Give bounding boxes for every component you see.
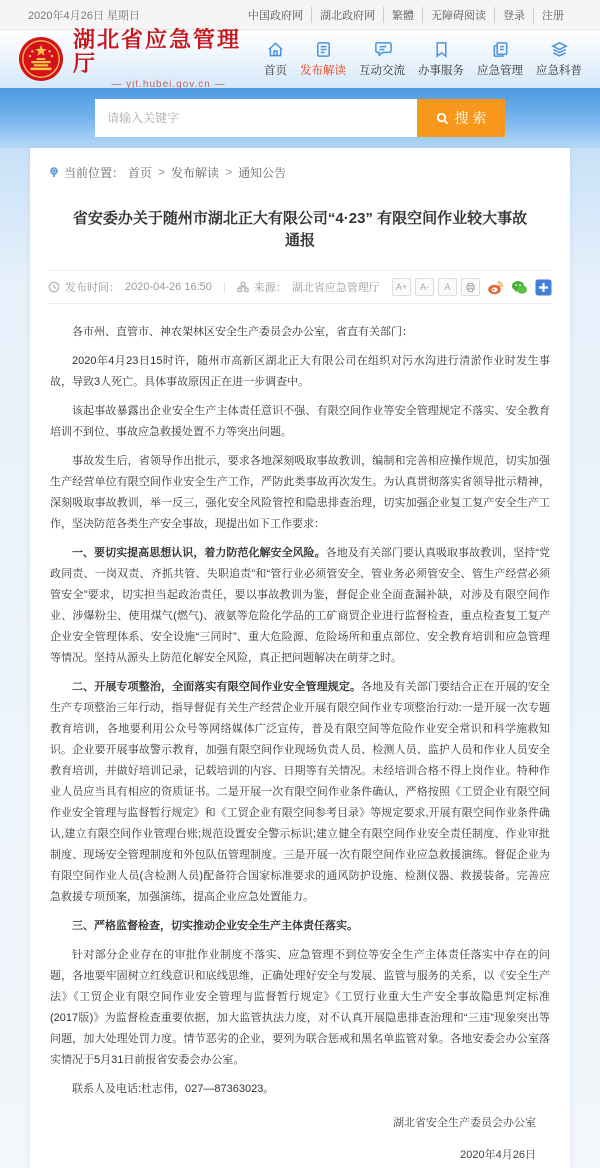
meta-separator: | (222, 281, 226, 293)
nav-label: 发布解读 (300, 65, 346, 77)
site-url: — yjt.hubei.gov.cn — (111, 79, 226, 90)
search-band (0, 88, 600, 148)
search-box (95, 99, 505, 137)
source-value: 湖北省应急管理厅 (291, 282, 380, 294)
top-link-accessible[interactable]: 无障碍阅读 (422, 7, 494, 23)
site-logo[interactable] (18, 28, 264, 90)
top-utility-bar (0, 0, 600, 30)
nav-item-science[interactable] (536, 40, 582, 78)
breadcrumb-item-notices[interactable]: 通知公告 (238, 165, 287, 180)
paragraph-text: 各市州、直管市、神农架林区安全生产委员会办公室，省直有关部门： (72, 326, 413, 338)
article-tools (392, 278, 552, 296)
nav-label: 首页 (264, 65, 287, 77)
paragraph-text: 针对部分企业存在的审批作业制度不落实、应急管理不到位等安全生产主体责任落实中存在的问题，各地要牢固树立红线意识和底线思维，正确处理好安全与发展、监管与服务的关系，以《安全生产法》《工贸企业有限空间作业安全管理与监督暂行规定》《工贸行业重大生产安全事故隐患判定标准(2017版)》为监督检查重要依据，加大监管执法力度，对不认真开展隐患排查治理和“三违”现象突出等问题，加大处理处罚力度。情节恶劣的企业，要列为联合惩戒和黑名单监管对象。各地安委会办公室落实情况于5月31日前报省安委会办公室。 (50, 949, 550, 1066)
main-nav (264, 40, 582, 78)
breadcrumb-separator: > (225, 165, 233, 179)
nav-item-emergency-mgmt[interactable] (477, 40, 523, 78)
site-name: 湖北省应急管理厅 (73, 27, 242, 76)
clock-icon (48, 281, 60, 293)
paragraph-text: 各地及有关部门要认真吸取事故教训，坚持“党政同责、一岗双责、齐抓共管、失职追责”和“管行业必须管安全、管业务必须管安全、管生产经营必须管安全”要求，切实担当起政治责任，要以事故教训为鉴，督促企业全面查漏补缺，对涉及有限空间作业、涉爆粉尘、使用煤气(燃气)、液氨等危险化学品的工矿商贸企业进行监督检查，重点检查复工复产企业安全管理体系、安全设施“三同时”、重大危险源、危险场所和重点部位、安全教育培训和应急管理等情况。坚持从源头上防范化解安全风险，真正把问题解决在萌芽之时。 (50, 547, 550, 664)
breadcrumb-label: 当前位置： (64, 165, 125, 180)
top-link-china-gov[interactable]: 中国政府网 (248, 9, 303, 22)
font-decrease-button[interactable]: A- (415, 278, 434, 296)
breadcrumb-item-news[interactable]: 发布解读 (171, 165, 220, 180)
font-reset-button[interactable]: A (438, 278, 457, 296)
article-meta-row (48, 270, 552, 304)
article-panel (30, 148, 570, 1168)
national-emblem-icon (18, 36, 64, 82)
paragraph-problems (50, 401, 550, 443)
signature-date: 2020年4月26日 (460, 1149, 536, 1161)
nav-item-services[interactable] (418, 40, 464, 78)
paragraph-requirement-2 (50, 677, 550, 908)
nav-item-home[interactable] (264, 40, 287, 78)
publish-time-label: 发布时间： (65, 282, 120, 294)
signature-org: 湖北省安全生产委员会办公室 (393, 1117, 536, 1129)
top-links (240, 7, 572, 23)
search-icon (436, 112, 449, 125)
source-icon (237, 281, 249, 293)
nav-item-interaction[interactable] (359, 40, 405, 78)
paragraph-text: 各地及有关部门要结合正在开展的安全生产专项整治三年行动，指导督促有关生产经营企业开展有限空间作业专项整治行动:一是开展一次专题教育培训，各地要利用公众号等网络媒体广泛宣传，普及有限空间等危险作业安全常识和科学施救知识。企业要开展事故警示教育，加强有限空间作业现场负责人员、检测人员、监护人员和作业人员安全教育培训，并做好培训记录，记载培训的内容、日期等有关情况。未经培训合格不得上岗作业。特种作业人员应当具有相应的资质证书。二是开展一次有限空间作业条件确认，严格按照《工贸企业有限空间作业安全管理与监督暂行规定》和《工贸企业有限空间参考目录》等规定要求,开展有限空间作业条件确认,建立有限空间作业管理台账;规范设置安全警示标识;建立健全有限空间作业安全责任制度、作业审批制度、现场安全管理制度和外包队伍管理制度。三是开展一次有限空间作业应急救援演练。督促企业为有限空间作业人员(含检测人员)配备符合国家标准要求的通风防护设施、检测仪器、救援装备。完善应急救援专项预案，加强演练，提高企业应急处置能力。 (50, 681, 550, 903)
share-plus-icon[interactable] (535, 279, 552, 296)
breadcrumb-separator: > (158, 165, 166, 179)
article-body (48, 304, 552, 1168)
print-button[interactable] (461, 278, 480, 296)
top-link-register[interactable]: 注册 (533, 7, 572, 23)
top-link-hubei-gov[interactable]: 湖北政府网 (311, 7, 383, 23)
paragraph-requirement-1 (50, 543, 550, 669)
current-date: 2020年4月26日 星期日 (28, 9, 140, 22)
top-link-login[interactable]: 登录 (494, 7, 533, 23)
nav-label: 应急科普 (536, 65, 582, 77)
paragraph-text: 联系人及电话:杜志伟，027—87363023。 (72, 1083, 275, 1095)
nav-item-news[interactable] (300, 40, 346, 78)
print-icon (465, 282, 476, 293)
nav-label: 应急管理 (477, 65, 523, 77)
bookmark-icon (432, 40, 451, 59)
paragraph-lead: 一、要切实提高思想认识，着力防范化解安全风险。 (72, 547, 326, 559)
paragraph-response (50, 451, 550, 535)
paragraph-requirement-3 (50, 916, 550, 937)
nav-label: 互动交流 (359, 65, 405, 77)
page-title: 省安委办关于随州市湖北正大有限公司“4·23” 有限空间作业较大事故通报 (72, 210, 528, 249)
copy-icon (491, 40, 510, 59)
layers-icon (550, 40, 569, 59)
search-input[interactable] (95, 99, 417, 137)
top-link-traditional[interactable]: 繁體 (383, 7, 422, 23)
breadcrumb (48, 158, 552, 186)
breadcrumb-item-home[interactable]: 首页 (128, 165, 153, 180)
location-pin-icon (48, 166, 60, 178)
font-increase-button[interactable]: A+ (392, 278, 411, 296)
weibo-icon[interactable] (487, 279, 504, 296)
source-label: 来源： (253, 282, 287, 294)
home-icon (266, 40, 285, 59)
paragraph-incident (50, 351, 550, 393)
paragraph-contact (50, 1079, 550, 1100)
chat-icon (373, 40, 392, 59)
paragraph-lead: 三、严格监督检查，切实推动企业安全生产主体责任落实。 (72, 920, 358, 932)
paragraph-text: 该起事故暴露出企业安全生产主体责任意识不强、有限空间作业等安全管理规定不落实、安全教育培训不到位、事故应急救援处置不力等突出问题。 (50, 405, 550, 438)
paragraph-text: 事故发生后，省领导作出批示，要求各地深刻吸取事故教训，编制和完善相应操作规范，切实加强生产经营单位有限空间作业安全生产工作，严防此类事故再次发生。为认真贯彻落实省领导批示精神，深刻吸取事故教训，举一反三，强化安全风险管控和隐患排查治理，切实加强企业复工复产安全生产工作，坚决防范各类生产安全事故，现提出如下工作要求： (50, 455, 550, 530)
search-button[interactable] (417, 99, 505, 137)
article-meta (48, 279, 380, 295)
site-title-box (73, 28, 264, 90)
content-background (0, 148, 600, 1168)
nav-label: 办事服务 (418, 65, 464, 77)
paragraph-text: 2020年4月23日15时许，随州市高新区湖北正大有限公司在组织对污水沟进行清淤作业时发生事故，导致3人死亡。具体事故原因正在进一步调查中。 (50, 355, 550, 388)
paragraph-lead: 二、开展专项整治，全面落实有限空间作业安全管理规定。 (72, 681, 362, 693)
wechat-icon[interactable] (511, 279, 528, 296)
search-button-label: 搜 索 (454, 110, 487, 126)
paragraph-salutation (50, 322, 550, 343)
site-header (0, 27, 600, 90)
paragraph-supervision (50, 945, 550, 1071)
publish-time: 2020-04-26 16:50 (125, 281, 212, 293)
document-icon (314, 40, 333, 59)
signature-block (50, 1110, 550, 1168)
